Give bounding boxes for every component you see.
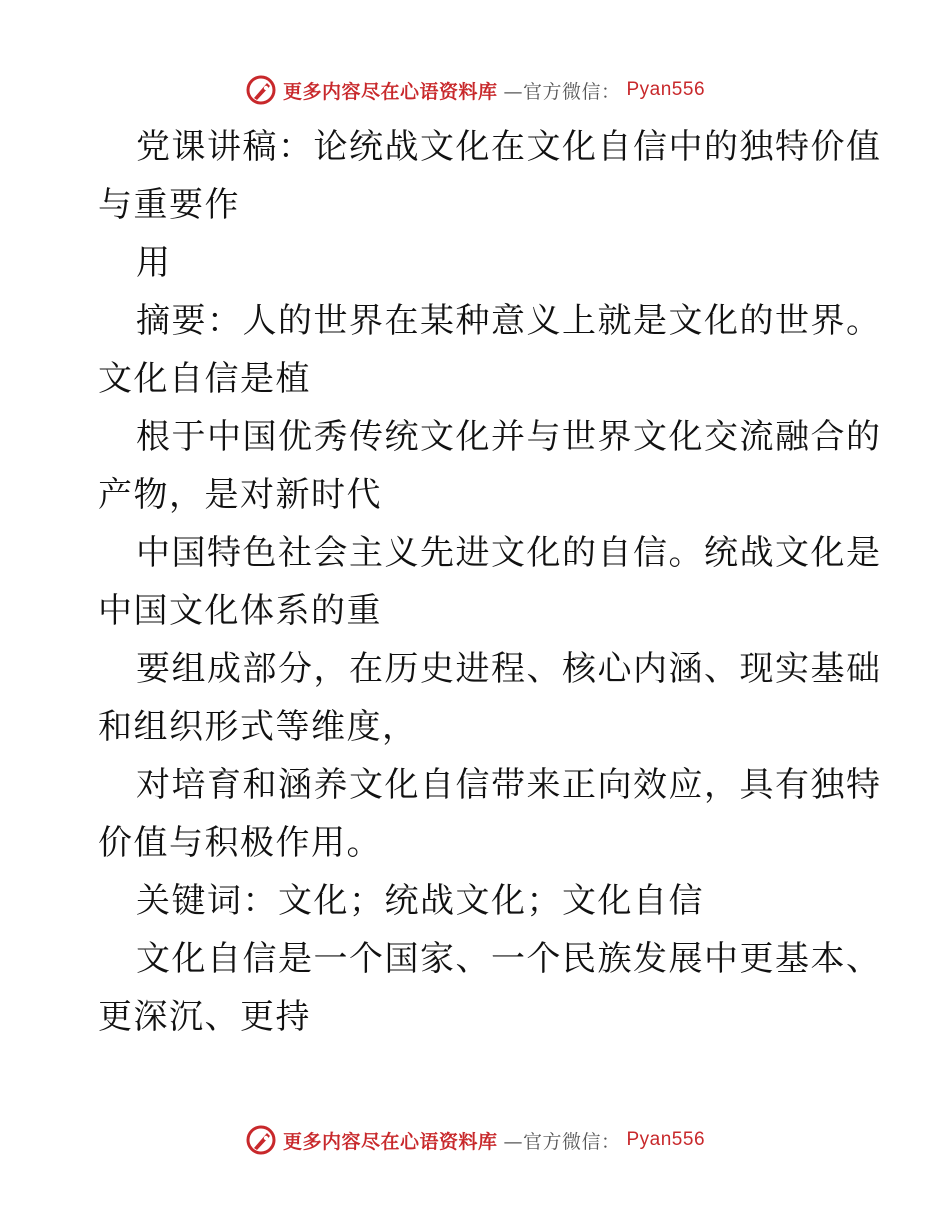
watermark-id-text: Pyan556 (626, 79, 706, 100)
body-line: 党课讲稿：论统战文化在文化自信中的独特价值 (136, 127, 882, 167)
body-line: 文化自信是植 (98, 359, 311, 399)
watermark-main-text: 更多内容尽在心语资料库 (282, 80, 498, 103)
body-line: 和组织形式等维度， (98, 707, 418, 747)
body-line: 关键词：文化；统战文化；文化自信 (136, 881, 704, 921)
body-line: 与重要作 (98, 185, 240, 225)
document-body (98, 118, 882, 1046)
body-line: 用 (136, 243, 172, 283)
header-watermark (0, 70, 950, 110)
body-line: 中国特色社会主义先进文化的自信。统战文化是 (136, 533, 882, 573)
watermark-dash-text: —官方微信： (503, 80, 621, 103)
body-line: 更深沉、更持 (98, 997, 311, 1037)
body-line: 产物，是对新时代 (98, 475, 382, 515)
quill-circle-icon (245, 1124, 277, 1156)
quill-circle-icon (245, 74, 277, 106)
body-line: 中国文化体系的重 (98, 591, 382, 631)
watermark-main-text: 更多内容尽在心语资料库 (282, 1130, 498, 1153)
body-line: 要组成部分，在历史进程、核心内涵、现实基础 (136, 649, 882, 689)
watermark-id-text: Pyan556 (626, 1129, 706, 1150)
body-line: 文化自信是一个国家、一个民族发展中更基本、 (136, 939, 882, 979)
body-line: 对培育和涵养文化自信带来正向效应，具有独特 (136, 765, 882, 805)
body-line: 摘要：人的世界在某种意义上就是文化的世界。 (136, 301, 882, 341)
body-line: 价值与积极作用。 (98, 823, 382, 863)
footer-watermark (0, 1120, 950, 1160)
body-line: 根于中国优秀传统文化并与世界文化交流融合的 (136, 417, 882, 457)
watermark-dash-text: —官方微信： (503, 1130, 621, 1153)
